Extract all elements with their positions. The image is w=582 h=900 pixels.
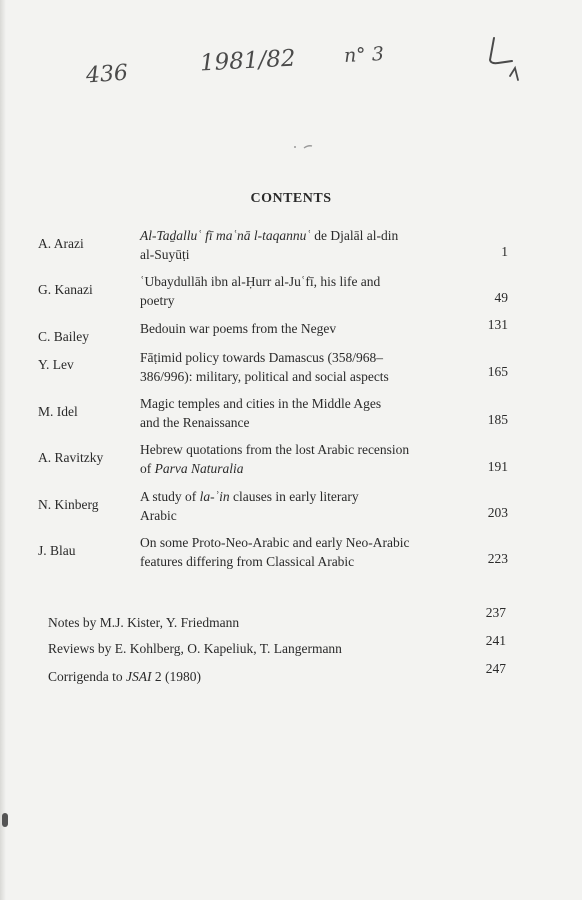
toc-author: G. Kanazi [38, 282, 93, 297]
toc-entry [38, 272, 508, 312]
toc-extra-label: Reviews by E. Kohlberg, O. Kapeliuk, T. Langermann [48, 641, 342, 656]
toc-entry [38, 394, 508, 434]
page-edge-shadow [0, 0, 6, 900]
toc-title-line-2: poetry [140, 293, 175, 308]
toc-page-number: 131 [487, 317, 508, 332]
handwritten-note-year: 1981/82 [199, 45, 297, 77]
toc-title [140, 319, 470, 338]
toc-extra-label: Notes by M.J. Kister, Y. Friedmann [48, 615, 240, 630]
toc-title-line-1: Magic temples and cities in the Middle Ages [140, 396, 382, 411]
toc-page-number: 223 [487, 551, 508, 566]
toc-page-number: 237 [485, 605, 506, 620]
toc-extra-entry [48, 659, 506, 687]
toc-extra-label-text: 2 (1980) [151, 669, 201, 684]
toc-title [140, 348, 470, 386]
toc-title-line-1: On some Proto-Neo-Arabic and early Neo-Arabic [140, 535, 410, 550]
toc-title-line-1: Bedouin war poems from the Negev [140, 321, 337, 336]
toc-title-text: clauses in early literary [229, 489, 359, 504]
toc-page-number: 165 [487, 364, 508, 379]
toc-extra-label-italic: JSAI [125, 669, 152, 684]
toc-page-number: 185 [487, 412, 508, 427]
toc-title-italic: Al-Taḏalluʿ fī maʿnā l-taqannuʿ [140, 228, 311, 243]
toc-title-line-2: features differing from Classical Arabic [140, 554, 355, 569]
toc-entry [38, 348, 508, 388]
toc-extra-entry [48, 603, 506, 629]
toc-title-line-2: 386/996): military, political and social aspects [140, 369, 389, 384]
toc-entry [38, 226, 508, 266]
toc-page-number: 247 [485, 661, 506, 676]
toc-entry [38, 487, 508, 527]
toc-title [140, 394, 470, 432]
toc-page-number: 1 [501, 244, 508, 259]
contents-heading: CONTENTS [250, 191, 332, 206]
toc-page-number: 241 [485, 633, 506, 648]
print-speck [292, 144, 314, 150]
handwritten-note-issue: n° 3 [343, 42, 385, 68]
toc-title-line-2: Arabic [140, 508, 177, 523]
toc-page-number: 191 [487, 459, 508, 474]
toc-title-text: de Djalāl al-din [310, 228, 399, 243]
toc-author: A. Arazi [38, 236, 84, 251]
toc-title-line-1: Fāṭimid policy towards Damascus (358/968– [140, 350, 383, 365]
toc-title-text: A study of [140, 489, 200, 504]
toc-title-line-1: Hebrew quotations from the lost Arabic recension [140, 442, 410, 457]
toc-title [140, 272, 470, 310]
toc-title [140, 533, 470, 571]
toc-author: M. Idel [38, 404, 78, 419]
toc-page-number: 49 [494, 290, 508, 305]
toc-title-italic: la-ʾin [199, 489, 230, 504]
toc-title-text: of [140, 461, 155, 476]
handwritten-corner-mark-icon [484, 34, 526, 82]
toc-page-number: 203 [487, 505, 508, 520]
toc-title [140, 487, 470, 525]
toc-extra-label-text: Corrigenda to [48, 669, 126, 684]
toc-author: C. Bailey [38, 329, 89, 344]
toc-title-italic: Parva Naturalia [154, 461, 244, 476]
scan-artifact [2, 813, 8, 827]
toc-entry [38, 318, 508, 342]
handwritten-note-number: 436 [85, 60, 129, 89]
toc-title-line-2: al-Suyūṭi [140, 247, 190, 262]
toc-entry [38, 533, 508, 573]
toc-title-line-1: ʿUbaydullāh ibn al-Ḥurr al-Juʿfī, his life and [140, 274, 381, 289]
toc-author: N. Kinberg [38, 497, 99, 512]
toc-author: J. Blau [38, 543, 76, 558]
toc-extra-label [48, 667, 201, 686]
toc-extra-entry [48, 631, 506, 657]
toc-title-line-2: and the Renaissance [140, 415, 250, 430]
toc-entry [38, 440, 508, 480]
toc-author: A. Ravitzky [38, 450, 104, 465]
toc-title [140, 226, 470, 264]
toc-title [140, 440, 470, 478]
toc-author: Y. Lev [38, 357, 74, 372]
